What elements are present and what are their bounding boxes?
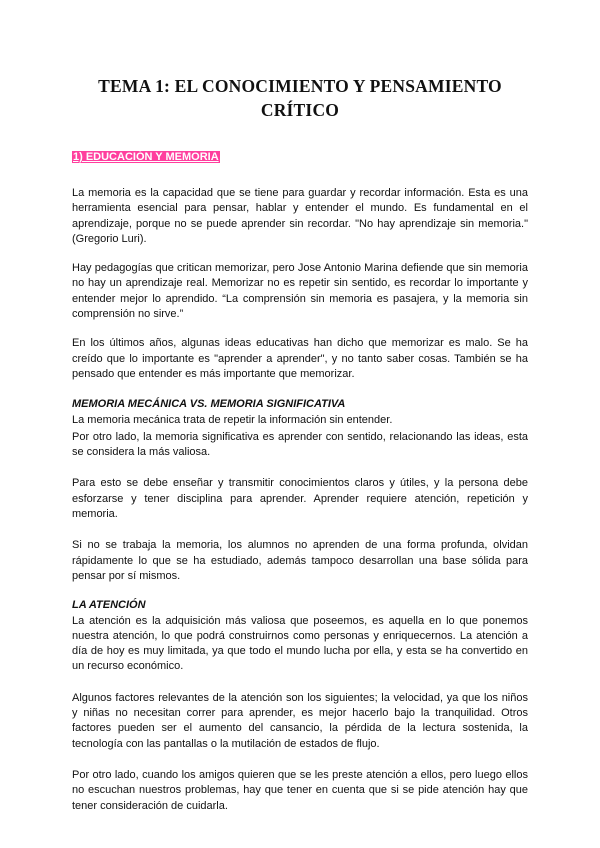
document-title: TEMA 1: EL CONOCIMIENTO Y PENSAMIENTO CRÍTICO — [98, 76, 502, 120]
paragraph-factores-atencion: Algunos factores relevantes de la atención son los siguientes; la velocidad, ya que los niños y niñas no necesitan correr para aprender, es mejor hacerlo bajo la tranquilidad. Otros factores pueden ser el aumento del cansancio, la pérdida de la lectura sostenida, la tecnología con las pantallas o la mutilación de estados de flujo. — [72, 691, 528, 750]
section-heading-text: 1) EDUCACIÓN Y MEMORIA — [73, 151, 219, 163]
subheading-atencion: LA ATENCIÓN — [72, 599, 146, 612]
paragraph-amigos-atencion: Por otro lado, cuando los amigos quieren que se les preste atención a ellos, pero luego ellos no escuchan nuestros problemas, hay que tener en cuenta que si se pide atención hay que tener consideración de cuidarla. — [72, 768, 528, 812]
paragraph-memoria-definicion: La memoria es la capacidad que se tiene para guardar y recordar información. Esta es una herramienta esencial para pensar, hablar y entender el mundo. Es fundamental en el aprendizaje, porque no se puede aprender sin recordar. "No hay aprendizaje sin memoria." (Gregorio Luri). — [72, 187, 528, 245]
subheading-memoria-mecanica: MEMORIA MECÁNICA VS. MEMORIA SIGNIFICATIVA — [72, 398, 346, 411]
paragraph-atencion: La atención es la adquisición más valiosa que poseemos, es aquella en lo que ponemos nuestra atención, lo que podrá construirnos como personas y enriquecernos. La atención a día de hoy es muy limitada, ya que todo el mundo lucha por ella, y esta se ha convertido en un recurso económico. — [72, 614, 528, 673]
paragraph-trabaja-memoria: Si no se trabaja la memoria, los alumnos no aprenden de una forma profunda, olvidan rápidamente lo que se ha estudiado, además tampoco desarrollan una base sólida para pensar por sí mismos. — [72, 539, 528, 582]
paragraph-ensenar-transmitir: Para esto se debe enseñar y transmitir conocimientos claros y útiles, y la persona debe esforzarse y tener disciplina para aprender. Aprender requiere atención, repetición y memoria. — [72, 477, 528, 521]
paragraph-memoria-mecanica: La memoria mecánica trata de repetir la información sin entender. — [72, 413, 393, 426]
document-page — [72, 0, 528, 814]
section-heading-educacion-memoria — [72, 150, 528, 164]
paragraph-ultimos-anos: En los últimos años, algunas ideas educativas han dicho que memorizar es malo. Se ha creído que lo importante es "aprender a aprender", y no tanto saber cosas. También se ha pensado que entender es más importante que memorizar. — [72, 337, 528, 380]
paragraph-memoria-significativa: Por otro lado, la memoria significativa es aprender con sentido, relacionando las ideas, esta se considera la más valiosa. — [72, 430, 528, 459]
paragraph-pedagogias: Hay pedagogías que critican memorizar, pero Jose Antonio Marina defiende que sin memoria no hay un aprendizaje real. Memorizar no es repetir sin sentido, es recordar lo importante y entender mejor lo aprendido. “La comprensión sin memoria es pasajera, y la memoria sin comprensión no sirve.” — [72, 262, 528, 321]
